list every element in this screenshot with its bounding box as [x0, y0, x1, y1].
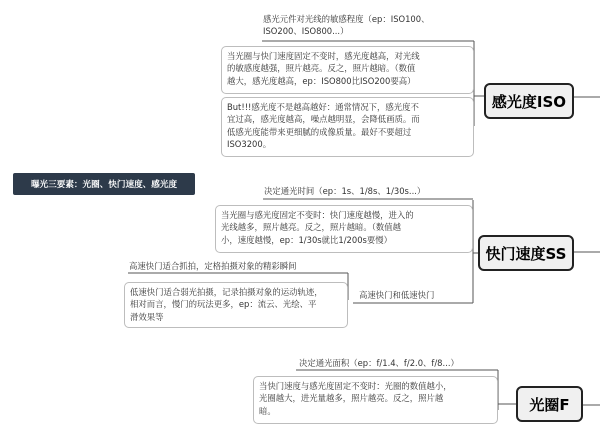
topic-iso[interactable]	[484, 83, 574, 119]
shutter-relation-line: 光线越多，照片越亮。反之，照片越暗。（数值越	[221, 222, 402, 233]
iso-definition-line: ISO200、ISO800...）	[263, 25, 349, 36]
iso-relation-line: 越大，感光度越高，ep：ISO800比ISO200要高）	[227, 75, 416, 86]
shutter-relation-line: 小，速度越慢，ep：1/30s就比1/200s要慢）	[221, 234, 393, 245]
topic-shutter-label: 快门速度SS	[485, 244, 567, 263]
topic-aperture[interactable]	[516, 386, 583, 422]
aperture-relation-line: 暗。	[259, 405, 276, 416]
iso-warning-line: ISO3200。	[227, 138, 272, 149]
iso-relation-line: 当光圈与快门速度固定不变时，感光度越高，对光线	[227, 51, 420, 61]
shutter-highspeed-line: 高速快门适合抓拍，定格拍摄对象的精彩瞬间	[129, 261, 297, 271]
root-topic[interactable]	[13, 173, 195, 195]
aperture-definition	[299, 358, 459, 370]
shutter-definition	[264, 186, 425, 198]
aperture-relation-line: 光圈越大，进光量越多，照片越亮。反之，照片越	[259, 393, 444, 404]
shutter-lowspeed-line: 相对而言，慢门的玩法更多，ep：流云、光绘、平	[130, 299, 317, 310]
shutter-lowspeed-note	[124, 282, 348, 328]
iso-definition	[263, 14, 429, 37]
root-topic-label: 曝光三要素：光圈、快门速度、感光度	[30, 180, 178, 190]
iso-warning-line: 低感光度能带来更细腻的成像质量。最好不要超过	[227, 126, 412, 137]
iso-relation-note	[221, 46, 474, 94]
aperture-definition-line: 决定通光面积（ep：f/1.4、f/2.0、f/8...）	[299, 358, 459, 368]
shutter-highspeed	[129, 261, 297, 273]
shutter-definition-line: 决定通光时间（ep：1s、1/8s、1/30s...）	[264, 186, 426, 196]
shutter-lowspeed-line: 滑效果等	[130, 311, 164, 322]
shutter-branch-line: 高速快门和低速快门	[359, 290, 435, 300]
topic-iso-label: 感光度ISO	[491, 92, 567, 111]
iso-definition-line: 感光元件对光线的敏感程度（ep：ISO100、	[263, 14, 430, 24]
iso-warning-note	[221, 97, 474, 157]
iso-warning-line: 宜过高，感光度越高，噪点越明显，会降低画质。而	[227, 114, 420, 125]
topic-shutter[interactable]	[478, 235, 574, 271]
aperture-relation-note	[253, 376, 498, 424]
shutter-lowspeed-line: 低速快门适合弱光拍摄，记录拍摄对象的运动轨迹，	[130, 287, 323, 297]
iso-relation-line: 的敏感度越强，照片越亮。反之，照片越暗。（数值	[227, 63, 416, 74]
aperture-relation-line: 当快门速度与感光度固定不变时：光圈的数值越小，	[259, 381, 452, 391]
shutter-relation-note	[215, 205, 473, 253]
shutter-branch-label	[359, 290, 434, 302]
topic-aperture-label: 光圈F	[529, 395, 570, 414]
iso-warning-line: But!!!感光度不是越高越好：通常情况下，感光度不	[227, 102, 419, 112]
shutter-relation-line: 当光圈与感光度固定不变时：快门速度越慢，进入的	[221, 210, 414, 220]
